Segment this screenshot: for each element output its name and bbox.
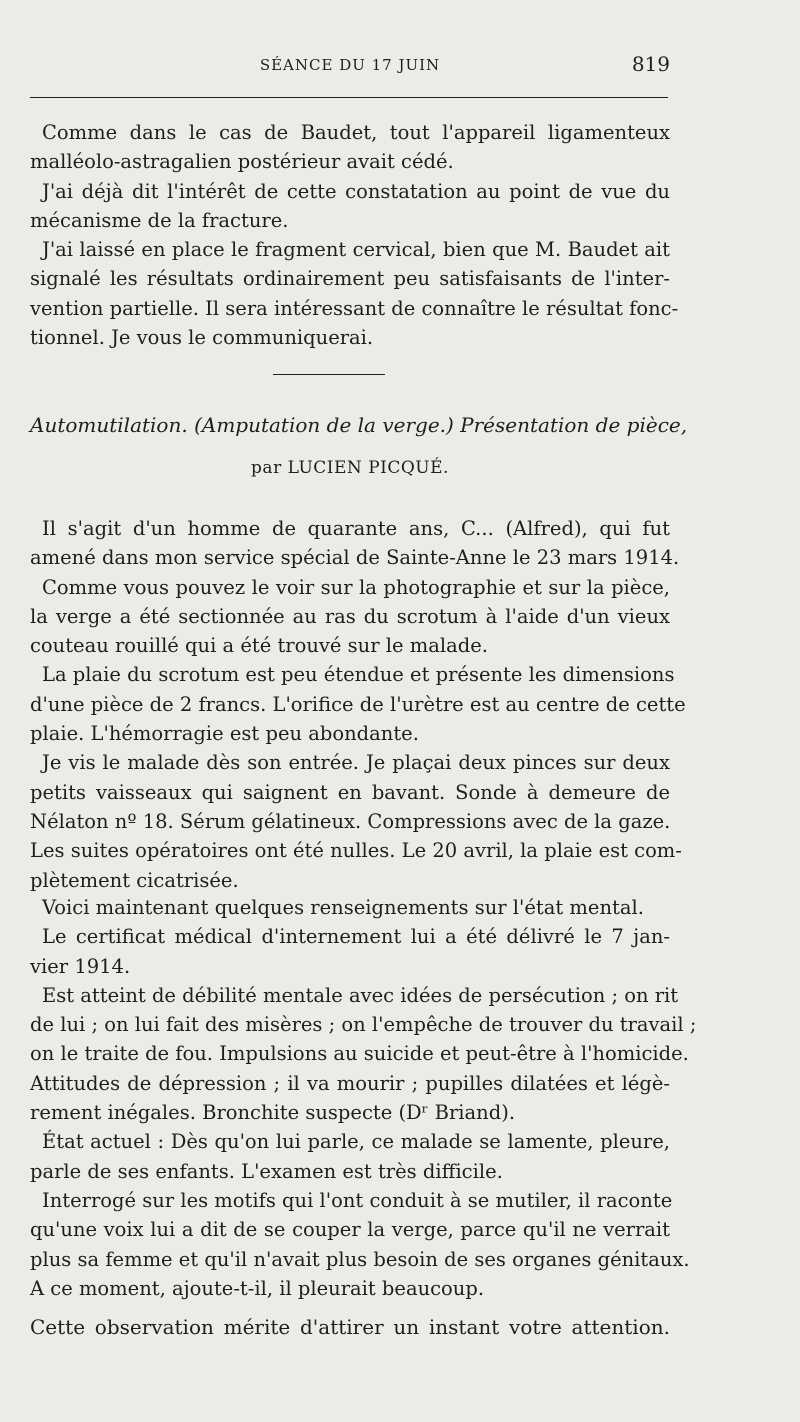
text-line: la verge a été sectionnée au ras du scrotum à l'aide d'un vieux [30, 604, 670, 628]
text-line: rement inégales. Bronchite suspecte (Dʳ Briand). [30, 1101, 516, 1125]
text-line: Voici maintenant quelques renseignements sur l'état mental. [42, 896, 644, 919]
text-line: qu'une voix lui a dit de se couper la verge, parce qu'il ne verrait [30, 1218, 670, 1242]
text-line: amené dans mon service spécial de Sainte-Anne le 23 mars 1914. [30, 546, 680, 570]
text-line: vention partielle. Il sera intéressant de connaître le résultat fonc- [30, 296, 679, 320]
paragraph-continuation [30, 118, 679, 352]
text-line: couteau rouillé qui a été trouvé sur le malade. [30, 634, 488, 658]
text-line: Comme vous pouvez le voir sur la photographie et sur la pièce, [42, 575, 670, 599]
running-title: SÉANCE DU 17 JUIN [259, 56, 441, 74]
text-line: d'une pièce de 2 francs. L'orifice de l'urètre est au centre de cette [30, 692, 686, 716]
text-line: Comme dans le cas de Baudet, tout l'appareil ligamenteux [42, 121, 670, 144]
text-line: Les suites opératoires ont été nulles. Le 20 avril, la plaie est com- [30, 839, 682, 863]
text-line: petits vaisseaux qui saignent en bavant. Sonde à demeure de [30, 780, 670, 804]
text-line: J'ai laissé en place le fragment cervical, bien que M. Baudet ait [42, 238, 670, 262]
text-line: mécanisme de la fracture. [30, 208, 289, 232]
text-line: Il s'agit d'un homme de quarante ans, C... (Alfred), qui fut [42, 517, 670, 540]
text-line: parle de ses enfants. L'examen est très difficile. [30, 1159, 503, 1183]
text-line: malléolo-astragalien postérieur avait cédé. [30, 150, 454, 174]
section-divider [273, 374, 385, 375]
closing-line: Cette observation mérite d'attirer un instant votre attention. [30, 1315, 670, 1339]
paragraph-case [30, 514, 686, 895]
running-head [30, 52, 670, 82]
text-line: Le certificat médical d'internement lui a été délivré le 7 jan- [42, 925, 670, 949]
text-line: plètement cicatrisée. [30, 868, 239, 892]
text-line: Interrogé sur les motifs qui l'ont conduit à se mutiler, il raconte [42, 1188, 673, 1212]
text-line: État actuel : Dès qu'on lui parle, ce malade se lamente, pleure, [42, 1130, 670, 1154]
text-line: de lui ; on lui fait des misères ; on l'empêche de trouver du travail ; [30, 1013, 697, 1037]
text-line: J'ai déjà dit l'intérêt de cette constatation au point de vue du [42, 179, 670, 203]
text-line: plus sa femme et qu'il n'avait plus besoin de ses organes génitaux. [30, 1247, 690, 1271]
article-author: par LUCIEN PICQUÉ. [251, 458, 449, 478]
text-line: tionnel. Je vous le communiquerai. [30, 326, 374, 350]
text-line: La plaie du scrotum est peu étendue et présente les dimensions [42, 663, 675, 687]
text-line: Attitudes de dépression ; il va mourir ; pupilles dilatées et légè- [30, 1071, 670, 1095]
text-line: Nélaton nº 18. Sérum gélatineux. Compressions avec de la gaze. [30, 809, 671, 833]
text-line: plaie. L'hémorragie est peu abondante. [30, 722, 419, 746]
text-line: Est atteint de débilité mentale avec idées de persécution ; on rit [42, 983, 679, 1007]
header-rule [30, 97, 668, 98]
text-line: Je vis le malade dès son entrée. Je plaçai deux pinces sur deux [42, 751, 670, 775]
text-line: A ce moment, ajoute-t-il, il pleurait beaucoup. [30, 1276, 485, 1300]
text-line: vier 1914. [30, 954, 131, 978]
text-line: signalé les résultats ordinairement peu satisfaisants de l'inter- [30, 267, 670, 291]
page-number: 819 [631, 52, 670, 76]
paragraph-mental-state [30, 893, 697, 1303]
article-title: Automutilation. (Amputation de la verge.) Présentation de pièce, [30, 413, 688, 437]
text-line: on le traite de fou. Impulsions au suicide et peut-être à l'homicide. [30, 1042, 689, 1066]
